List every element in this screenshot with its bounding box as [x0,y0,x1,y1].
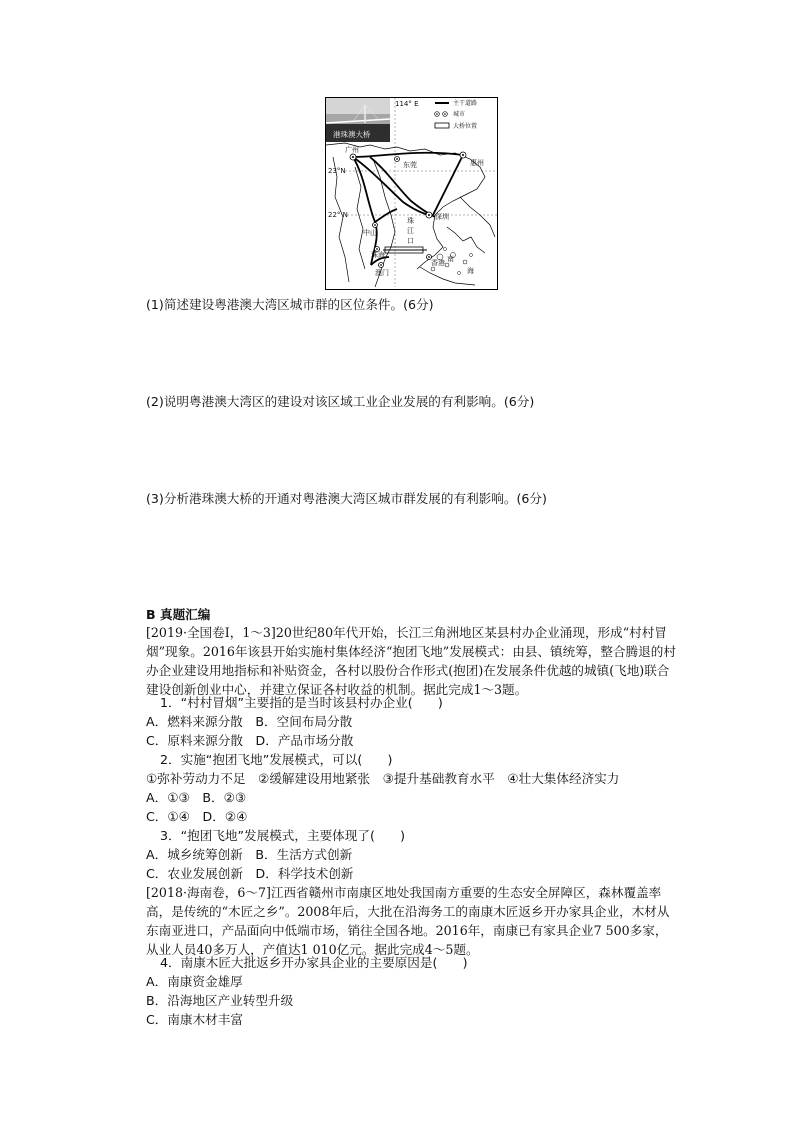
question-b2-options-cd: C．①④ D．②④ [146,809,248,824]
question-2: (2)说明粤港澳大湾区的建设对该区域工业企业发展的有利影响。(6分) [146,394,535,409]
city-label-hongkong: 香港 [431,259,445,267]
water-label-kou: 口 [407,237,414,245]
city-label-guangzhou: 广州 [345,146,359,154]
city-label-huizhou: 惠州 [470,159,484,167]
question-b2-options-ab: A．①③ B．②③ [146,790,247,805]
question-3: (3)分析港珠澳大桥的开通对粤港澳大湾区城市群发展的有利影响。(6分) [146,491,547,506]
question-b4-option-b: B．沿海地区产业转型升级 [146,993,294,1008]
city-label-macau: 澳门 [375,269,389,277]
question-b2: 2．实施“抱团飞地”发展模式，可以( ) [160,752,393,767]
question-b1-options-ab: A．燃料来源分散 B．空间布局分散 [146,714,353,729]
question-b3: 3．“抱团飞地”发展模式，主要体现了( ) [160,828,405,843]
water-label-zhu: 珠 [407,217,414,225]
legend-bridge-label: 大桥位置 [453,123,478,130]
question-b4: 4．南康木匠大批返乡开办家具企业的主要原因是( ) [160,955,468,970]
water-label-jiang: 江 [407,227,414,235]
question-b3-options-cd: C．农业发展创新 D．科学技术创新 [146,866,354,881]
passage-2 [146,883,676,959]
passage-1-text: [2019·全国卷Ⅰ，1～3]20世纪80年代开始，长江三角洲地区某县村办企业涌现，形成“村村冒烟”现象。2016年该县开始实施村集体经济“抱团飞地”发展模式：由县、镇统筹，整合腾退的村办企业建设用地指标和补贴资金，各村以股份合作形式(抱团)在发展条件优越的城镇(飞地)联合建设创新创业中心，并建立保证各村收益的机制。据此完成1～3题。 [146,625,676,697]
longitude-label: 114° E [395,100,419,108]
question-b1-options-cd: C．原料来源分散 D．产品市场分散 [146,733,354,748]
photo-caption: 港珠澳大桥 [333,130,371,139]
question-b3-options-ab: A．城乡统筹创新 B．生活方式创新 [146,847,353,862]
question-1: (1)简述建设粤港澳大湾区城市群的区位条件。(6分) [146,297,434,312]
passage-2-text: [2018·海南卷，6～7]江西省赣州市南康区地处我国南方重要的生态安全屏障区，森林覆盖率高，是传统的“木匠之乡”。2008年后，大批在沿海务工的南康木匠返乡开办家具企业，木材从东南亚进口，产品面向中低端市场，销往全国各地。2016年，南康已有家具企业7 500多家，从业人员40多万人，产值达1 010亿元。据此完成4～5题。 [146,885,670,957]
question-b4-option-c: C．南康木材丰富 [146,1012,243,1027]
passage-1 [146,623,676,699]
question-b2-items: ①弥补劳动力不足 ②缓解建设用地紧张 ③提升基础教育水平 ④壮大集体经济实力 [146,771,620,786]
latitude-23-label: 23°N [328,167,346,175]
legend-road-label: 主干道路 [453,100,478,107]
water-label-hai: 海 [467,267,474,275]
city-label-dongguan: 东莞 [403,161,417,169]
city-label-zhongshan: 中山 [363,229,377,237]
legend-city-label: 城市 [453,111,466,118]
question-b4-option-a: A．南康资金雄厚 [146,974,243,989]
bridge-photo-inset [326,98,390,142]
latitude-22-label: 22° N [328,211,348,219]
section-b-title: B 真题汇编 [146,607,211,622]
city-label-shenzhen: 深圳 [435,213,449,221]
city-label-zhuhai: 珠海 [371,251,385,259]
water-label-nan: 南 [447,255,454,263]
question-b1: 1．“村村冒烟”主要指的是当时该县村办企业( ) [160,695,443,710]
greater-bay-area-map [325,97,498,290]
